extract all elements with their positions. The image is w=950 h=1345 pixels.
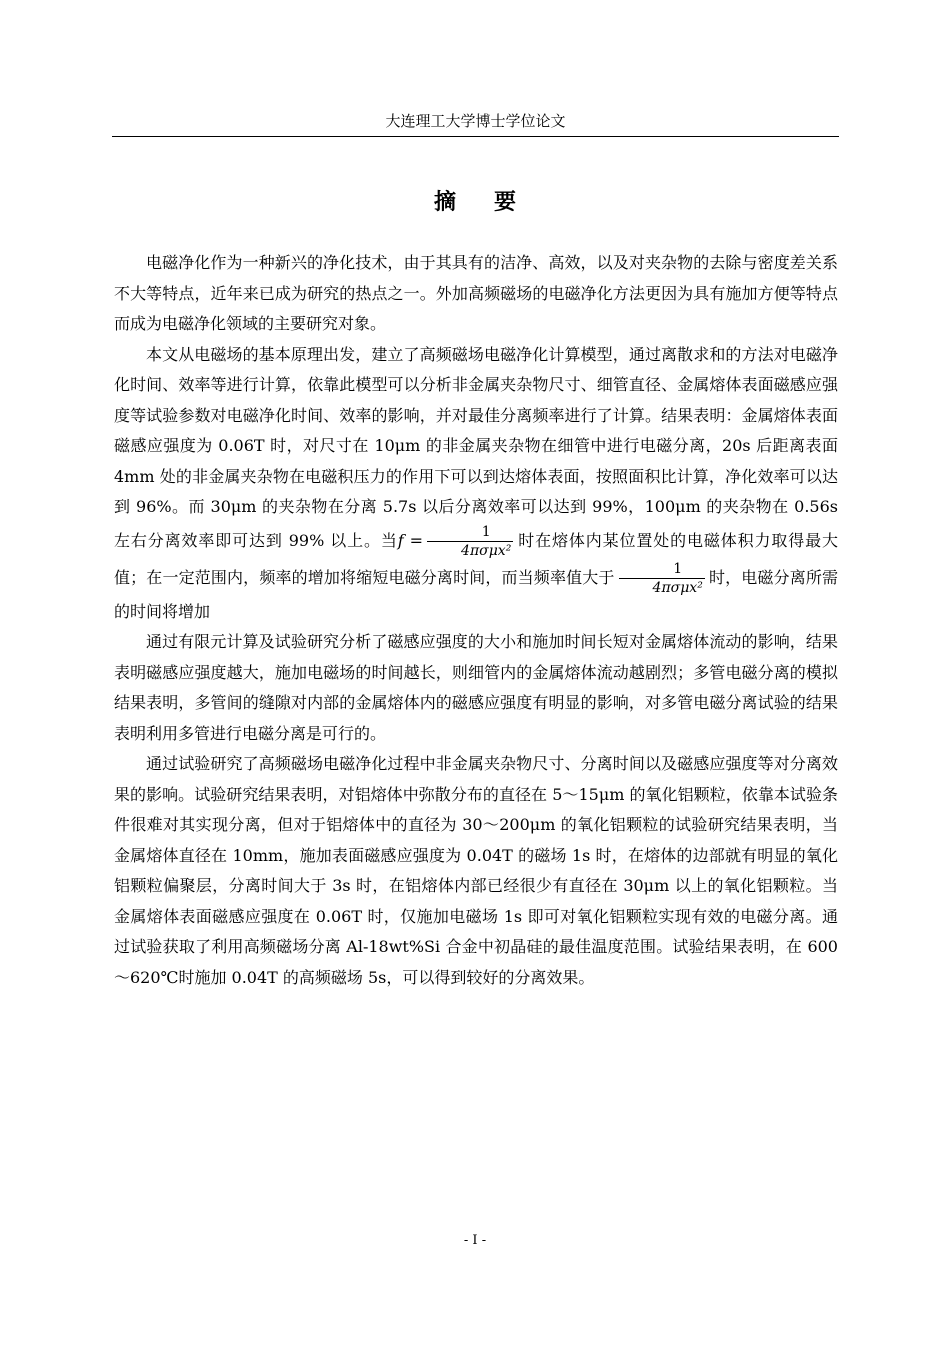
header-rule	[112, 136, 839, 137]
paragraph-2-text-b: 时在熔体内某位置处的电磁体积力取得最大值；在一定范围内，频率的增加将缩短电磁分离时间，而当频率值大于	[114, 530, 838, 587]
paragraph-2-text-c: 时，电磁分离所需的时间将增加	[114, 567, 838, 621]
abstract-body	[114, 248, 838, 993]
formula-f: f =	[397, 530, 424, 550]
paragraph-1: 电磁净化作为一种新兴的净化技术，由于其具有的洁净、高效，以及对夹杂物的去除与密度差关系不大等特点，近年来已成为研究的热点之一。外加高频磁场的电磁净化方法更因为具有施加方便等特点而成为电磁净化领域的主要研究对象。	[114, 253, 838, 333]
paragraph-4: 通过试验研究了高频磁场电磁净化过程中非金属夹杂物尺寸、分离时间以及磁感应强度等对分离效果的影响。试验研究结果表明，对铝熔体中弥散分布的直径在 5～15μm 的氧化铝颗粒，依靠本试验条件很难对其实现分离，但对于铝熔体中的直径为 30～200μm 的氧化铝颗粒的试验研究结果表明，当金属熔体直径在 10mm，施加表面磁感应强度为 0.04T 的磁场 1s 时，在熔体的边部就有明显的氧化铝颗粒偏聚层，分离时间大于 3s 时，在铝熔体内部已经很少有直径在 30μm 以上的氧化铝颗粒。当金属熔体表面磁感应强度在 0.06T 时，仅施加电磁场 1s 即可对氧化铝颗粒实现有效的电磁分离。通过试验获取了利用高频磁场分离 Al-18wt%Si 合金中初晶硅的最佳温度范围。试验结果表明，在 600～620℃时施加 0.04T 的高频磁场 5s，可以得到较好的分离效果。	[114, 754, 838, 987]
running-header: 大连理工大学博士学位论文	[385, 112, 566, 130]
fraction-2-numerator: 1	[619, 560, 705, 579]
fraction-1	[427, 523, 513, 560]
paragraph-2-text-a: 本文从电磁场的基本原理出发，建立了高频磁场电磁净化计算模型，通过离散求和的方法对电磁净化时间、效率等进行计算，依靠此模型可以分析非金属夹杂物尺寸、细管直径、金属熔体表面磁感应强度等试验参数对电磁净化时间、效率的影响，并对最佳分离频率进行了计算。结果表明：金属熔体表面磁感应强度为 0.06T 时，对尺寸在 10μm 的非金属夹杂物在细管中进行电磁分离，20s 后距离表面 4mm 处的非金属夹杂物在电磁积压力的作用下可以到达熔体表面，按照面积比计算，净化效率可以达到 96%。而 30μm 的夹杂物在分离 5.7s 以后分离效率可以达到 99%，100μm 的夹杂物在 0.56s 左右分离效率即可达到 99% 以上。当	[114, 344, 838, 550]
fraction-2-denominator: 4πσμx²	[652, 579, 703, 596]
paragraph-2	[114, 340, 838, 628]
fraction-1-denominator: 4πσμx²	[461, 542, 512, 559]
paragraph-3: 通过有限元计算及试验研究分析了磁感应强度的大小和施加时间长短对金属熔体流动的影响，结果表明磁感应强度越大，施加电磁场的时间越长，则细管内的金属熔体流动越剧烈；多管电磁分离的模拟结果表明，多管间的缝隙对内部的金属熔体内的磁感应强度有明显的影响，对多管电磁分离试验的结果表明利用多管进行电磁分离是可行的。	[114, 632, 838, 743]
fraction-2	[619, 560, 705, 597]
page-number: - I -	[463, 1233, 487, 1248]
abstract-title: 摘要	[433, 189, 554, 215]
fraction-1-numerator: 1	[427, 523, 513, 542]
